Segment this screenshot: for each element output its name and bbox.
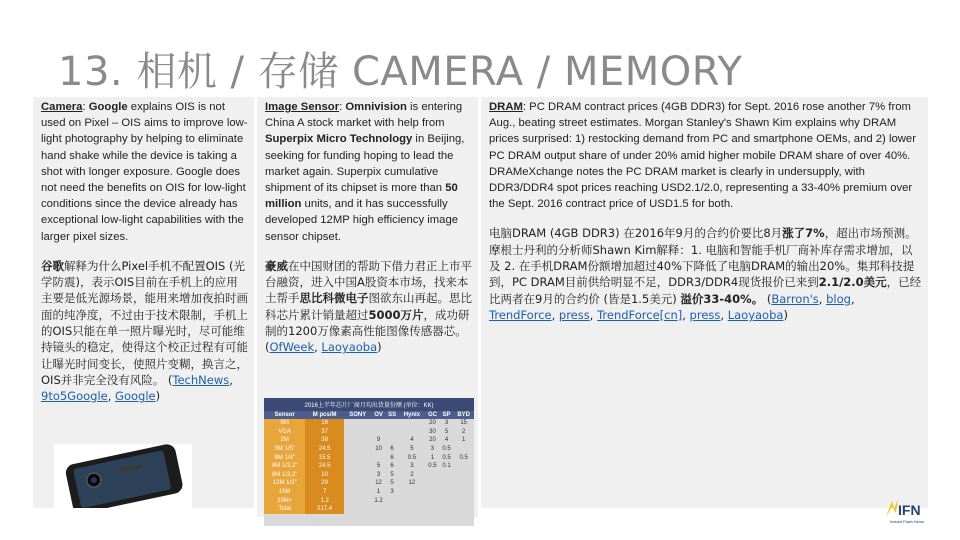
dram-zh-paragraph: 电脑DRAM (4GB DDR3) 在2016年9月的合约价要比8月涨了7%，超出市场预测。摩根士丹利的分析师Shawn Kim解释：1. 电脑和智能手机厂商补库存需求增加，以及 2. 在手机DRAM份额增加超过40%下降低了电脑DRAM的输出20%。集邦科技提到，PC DRAM目前供给明显不足，DDR3/DDR4现货报价已来到2.1/2.0美元，已经比两者在9月的合约价 (皆是1.5美元) 溢价33-40%。 (Barron's, blog, TrendForce, press, TrendForce[cn], press, Laoyaoba) xyxy=(489,226,922,322)
table-cell: 20 xyxy=(429,420,436,427)
sensor-zh-bold: 思比科微电子 xyxy=(299,291,369,306)
table-cell xyxy=(344,488,372,497)
dram-en-paragraph xyxy=(489,99,922,212)
table-body xyxy=(264,419,474,514)
table-row xyxy=(264,419,474,428)
camera-sep: : xyxy=(82,101,89,113)
table-cell xyxy=(386,419,399,428)
table-cell xyxy=(399,496,426,505)
table-header-cell: OV xyxy=(372,411,386,419)
table-cell: 5 xyxy=(444,428,449,435)
table-cell: 1 xyxy=(461,437,466,444)
table-cell: 8M xyxy=(264,419,305,428)
table-row xyxy=(264,436,474,445)
table-cell: 16M xyxy=(264,488,305,497)
table-cell: 3 xyxy=(390,489,394,496)
table-cell xyxy=(386,428,399,437)
sensor-en-text3: units, and it has successfully developed 12MP high efficiency image sensor chipset. xyxy=(265,198,459,243)
table-cell xyxy=(344,496,372,505)
table-cell xyxy=(399,428,426,437)
table-row xyxy=(264,488,474,497)
table-cell: 0.1 xyxy=(442,463,451,470)
table-header-cell: SP xyxy=(440,411,454,419)
table-cell xyxy=(453,488,474,497)
dram-zh-bold1: 涨了7% xyxy=(782,226,825,241)
table-cell xyxy=(440,505,454,514)
table-cell xyxy=(440,496,454,505)
camera-zh-head: 谷歌 xyxy=(41,258,64,273)
dram-panel xyxy=(481,97,928,508)
table-row xyxy=(264,445,474,454)
table-cell: 20M+ xyxy=(264,496,305,505)
table-cell xyxy=(344,505,372,514)
ifn-logo xyxy=(882,495,932,525)
camera-zh-paragraph: 谷歌解释为什么Pixel手机不配置OIS (光学防震)，表示OIS目前在手机上的应用主要是低光源场景，能用来增加夜拍时画面的纯净度，不过由于技术限制，手机上的OIS只能在单一照片曝光时，尽可能维持镜头的稳定，使得这个校正过程有可能让曝光时间变长，使照片变糊，换言之，OIS并非完全没有风险。 (TechNews, 9to5Google, Google) xyxy=(41,258,248,404)
table-cell: 0.5 xyxy=(428,463,437,470)
table-cell: 3 xyxy=(376,471,381,478)
dram-zh-bold2: 2.1/2.0美元 xyxy=(818,275,887,290)
table-cell: 5 xyxy=(376,463,381,470)
table-cell: 4 xyxy=(410,437,414,444)
table-cell xyxy=(425,496,440,505)
camera-en-text: explains OIS is not used on Pixel – OIS aims to improve low-light photography by helping to eliminate hand shake while the device is taking a shot with longer exposure. Google does not need the benefits on OIS for low-light conditions since the device already has exceptional low-light capabilities with the larger pixel sizes. xyxy=(41,101,248,243)
table-cell xyxy=(344,462,372,471)
table-cell: 0.5 xyxy=(442,454,451,461)
table-cell xyxy=(453,505,474,514)
table-cell: 20 xyxy=(429,437,436,444)
table-caption: 2016上半年芯片厂商月均出货量份额 (单位：KK) xyxy=(264,398,474,411)
sensor-units: 50 million xyxy=(265,182,458,211)
sensor-table xyxy=(264,411,474,514)
table-cell xyxy=(344,453,372,462)
link-barrons[interactable]: Barron's xyxy=(771,291,819,306)
table-cell: 4 xyxy=(444,437,449,444)
table-cell: 3 xyxy=(430,446,435,453)
table-header-cell: Hynix xyxy=(399,411,426,419)
table-row xyxy=(264,479,474,488)
table-cell: 13M 1/3" xyxy=(264,479,305,488)
dram-zh-text3: ，已经比两者在9月的合约价 (皆是1.5美元) xyxy=(489,275,922,306)
table-cell xyxy=(344,479,372,488)
table-cell xyxy=(399,505,426,514)
table-cell xyxy=(399,419,426,428)
table-cell: 217.4 xyxy=(305,505,343,514)
table-cell xyxy=(399,488,426,497)
table-cell: 8M 1/3.2" xyxy=(264,462,305,471)
table-cell: 1 xyxy=(430,454,435,461)
table-cell: 8M 1/3.2" xyxy=(264,471,305,480)
table-cell xyxy=(344,471,372,480)
table-cell: 5 xyxy=(390,480,394,487)
sensor-sep: : xyxy=(339,101,346,113)
table-cell xyxy=(344,436,372,445)
table-cell: 2M xyxy=(264,436,305,445)
table-cell xyxy=(386,505,399,514)
table-row xyxy=(264,496,474,505)
table-cell: 3 xyxy=(410,463,414,470)
table-cell: VGA xyxy=(264,428,305,437)
link-blog[interactable]: blog xyxy=(826,291,851,306)
table-cell: 2 xyxy=(410,471,414,478)
link-press-2[interactable]: press xyxy=(689,307,721,322)
table-cell xyxy=(372,505,386,514)
table-header-cell: Sensor xyxy=(264,411,305,419)
link-9to5google[interactable]: 9to5Google xyxy=(41,389,108,404)
table-cell xyxy=(372,428,386,437)
sensor-en-text1: is entering China A stock market with help from xyxy=(265,101,463,130)
table-cell xyxy=(453,445,474,454)
table-cell: 1.2 xyxy=(305,496,343,505)
link-laoyaoba[interactable]: Laoyaoba xyxy=(321,340,378,355)
dram-zh-bold3: 溢价33-40%。 xyxy=(680,291,764,306)
table-header-cell: GC xyxy=(425,411,440,419)
dram-en-text: : PC DRAM contract prices (4GB DDR3) for Sept. 2016 rose another 7% from Aug., beating street estimates. Morgan Stanley's Shawn Kim explains why DRAM prices surprised: 1) restocking demand from PC and smartphone OEMs, and 2) lower PC DRAM output share of under 20% amid higher mobile DRAM share of over 40%. DRAMeXchange notes the PC DRAM market is clearly in undersupply, with DDR3/DDR4 spot prices reaching USD2.1/2.0, representing a 33-40% premium over the Sept. 2016 contract price of USD1.5 for both. xyxy=(489,101,916,211)
table-cell: 7 xyxy=(305,488,343,497)
table-cell: 6 xyxy=(390,446,394,453)
sensor-zh-text1: 在中国财团的帮助下借力君正上市平台融资，进入中国A股资本市场，找来本土帮手 xyxy=(265,258,472,306)
table-cell: 15.5 xyxy=(305,453,343,462)
table-cell xyxy=(453,471,474,480)
table-cell xyxy=(344,428,372,437)
table-cell: 8M 1/4" xyxy=(264,453,305,462)
table-cell xyxy=(453,479,474,488)
dram-zh-text1: 电脑DRAM (4GB DDR3) 在2016年9月的合约价要比8月 xyxy=(489,226,783,241)
table-cell: 38 xyxy=(305,436,343,445)
table-cell xyxy=(453,496,474,505)
table-cell: 2 xyxy=(461,428,466,435)
table-cell: 29 xyxy=(305,479,343,488)
sensor-zh-bold2: 5000万片 xyxy=(368,307,424,322)
logo-caption: Instant Flash News xyxy=(890,519,925,524)
table-cell: 15 xyxy=(460,420,467,427)
table-header-cell: BYD xyxy=(453,411,474,419)
table-cell: 0.5 xyxy=(407,454,417,461)
table-cell xyxy=(440,471,454,480)
dram-zh-text2: ，超出市场预测。摩根士丹利的分析师Shawn Kim解释：1. 电脑和智能手机厂商补库存需求增加，以及 2. 在手机DRAM份额增加超过40%下降低了电脑DRAM的输出20%。集邦科技提到，PC DRAM目前供给明显不足，DDR3/DDR4现货报价已来到 xyxy=(489,226,917,290)
sensor-zh-text3: ，成功研制的1200万像素高性能图像传感器芯。 xyxy=(265,307,470,339)
table-cell: 0.5 xyxy=(442,446,451,453)
table-header-cell: SONY xyxy=(344,411,372,419)
table-cell xyxy=(440,479,454,488)
link-google[interactable]: Google xyxy=(115,389,156,404)
table-cell: 1.2 xyxy=(374,497,383,504)
table-cell xyxy=(440,488,454,497)
sensor-en-paragraph xyxy=(265,99,472,245)
link-laoyaoba-2[interactable]: Laoyaoba xyxy=(727,307,784,322)
svg-text:IFN: IFN xyxy=(898,502,921,518)
table-cell: 24.5 xyxy=(305,462,343,471)
sensor-zh-text2: 图欲东山再起。思比科芯片累计销量超过 xyxy=(265,291,472,322)
slide-title: 13. 相机 / 存储 CAMERA / MEMORY xyxy=(58,49,743,95)
link-press[interactable]: press xyxy=(558,307,590,322)
link-technews[interactable]: TechNews xyxy=(172,372,230,387)
table-cell: 5 xyxy=(390,471,394,478)
link-trendforce[interactable]: TrendForce xyxy=(489,307,552,322)
table-row xyxy=(264,462,474,471)
table-cell: 1 xyxy=(376,489,381,496)
table-header-cell: M pcs/M xyxy=(305,411,343,419)
table-row xyxy=(264,428,474,437)
sensor-zh-paragraph: 豪威在中国财团的帮助下借力君正上市平台融资，进入中国A股资本市场，找来本土帮手思比科微电子图欲东山再起。思比科芯片累计销量超过5000万片，成功研制的1200万像素高性能图像传感器芯。 (OfWeek, Laoyaoba) xyxy=(265,258,472,355)
pixel-phone-image xyxy=(54,444,192,508)
table-cell: 10 xyxy=(375,446,382,453)
table-header-row xyxy=(264,411,474,419)
table-cell: 5M 1/5" xyxy=(264,445,305,454)
sensor-brand-superpix: Superpix Micro Technology xyxy=(265,133,413,146)
table-cell: 5 xyxy=(410,446,414,453)
table-row xyxy=(264,505,474,514)
table-cell: 10 xyxy=(305,471,343,480)
link-ofweek[interactable]: OfWeek xyxy=(269,340,315,355)
link-trendforce-cn[interactable]: TrendForce[cn] xyxy=(597,307,683,322)
table-cell xyxy=(386,436,399,445)
table-cell: 3 xyxy=(444,420,449,427)
table-cell xyxy=(372,453,386,462)
table-cell: 12 xyxy=(375,480,382,487)
table-cell xyxy=(425,479,440,488)
camera-en-paragraph xyxy=(41,99,248,245)
table-header-cell: SS xyxy=(386,411,399,419)
table-cell xyxy=(453,462,474,471)
table-cell: 24.5 xyxy=(305,445,343,454)
table-cell xyxy=(372,419,386,428)
table-cell xyxy=(386,496,399,505)
table-cell: 6 xyxy=(390,454,394,461)
table-row xyxy=(264,471,474,480)
table-cell xyxy=(425,488,440,497)
camera-heading: Camera xyxy=(41,101,83,113)
table-cell xyxy=(344,419,372,428)
sensor-shipment-table xyxy=(264,398,474,526)
dram-heading: DRAM xyxy=(489,101,523,113)
table-cell: 37 xyxy=(305,428,343,437)
sensor-en-text2: in Beijing, seeking for funding hoping to lead the market again. Superpix cumulative shipment of its chipset is more than xyxy=(265,133,465,195)
table-row xyxy=(264,453,474,462)
table-cell: 9 xyxy=(376,437,381,444)
table-cell xyxy=(425,471,440,480)
camera-zh-text: 解释为什么Pixel手机不配置OIS (光学防震)，表示OIS目前在手机上的应用主要是低光源场景，能用来增加夜拍时画面的纯净度，不过由于技术限制，手机上的OIS只能在单一照片曝光时，尽可能维持镜头的稳定，使得这个校正过程有可能让曝光时间变长，使照片变糊，换言之，OIS并非完全没有风险。 xyxy=(41,258,248,387)
sensor-heading: Image Sensor xyxy=(265,101,340,113)
table-cell: 6 xyxy=(390,463,394,470)
sensor-zh-head: 豪威 xyxy=(265,258,288,273)
table-cell: 30 xyxy=(429,428,436,435)
table-cell xyxy=(344,445,372,454)
camera-brand: Google xyxy=(88,101,128,113)
table-cell xyxy=(425,505,440,514)
table-cell: Total xyxy=(264,505,305,514)
table-cell: 18 xyxy=(305,419,343,428)
table-cell: 0.5 xyxy=(459,454,468,461)
sensor-brand-omnivision: Omnivision xyxy=(345,101,407,113)
table-cell: 12 xyxy=(408,480,416,487)
